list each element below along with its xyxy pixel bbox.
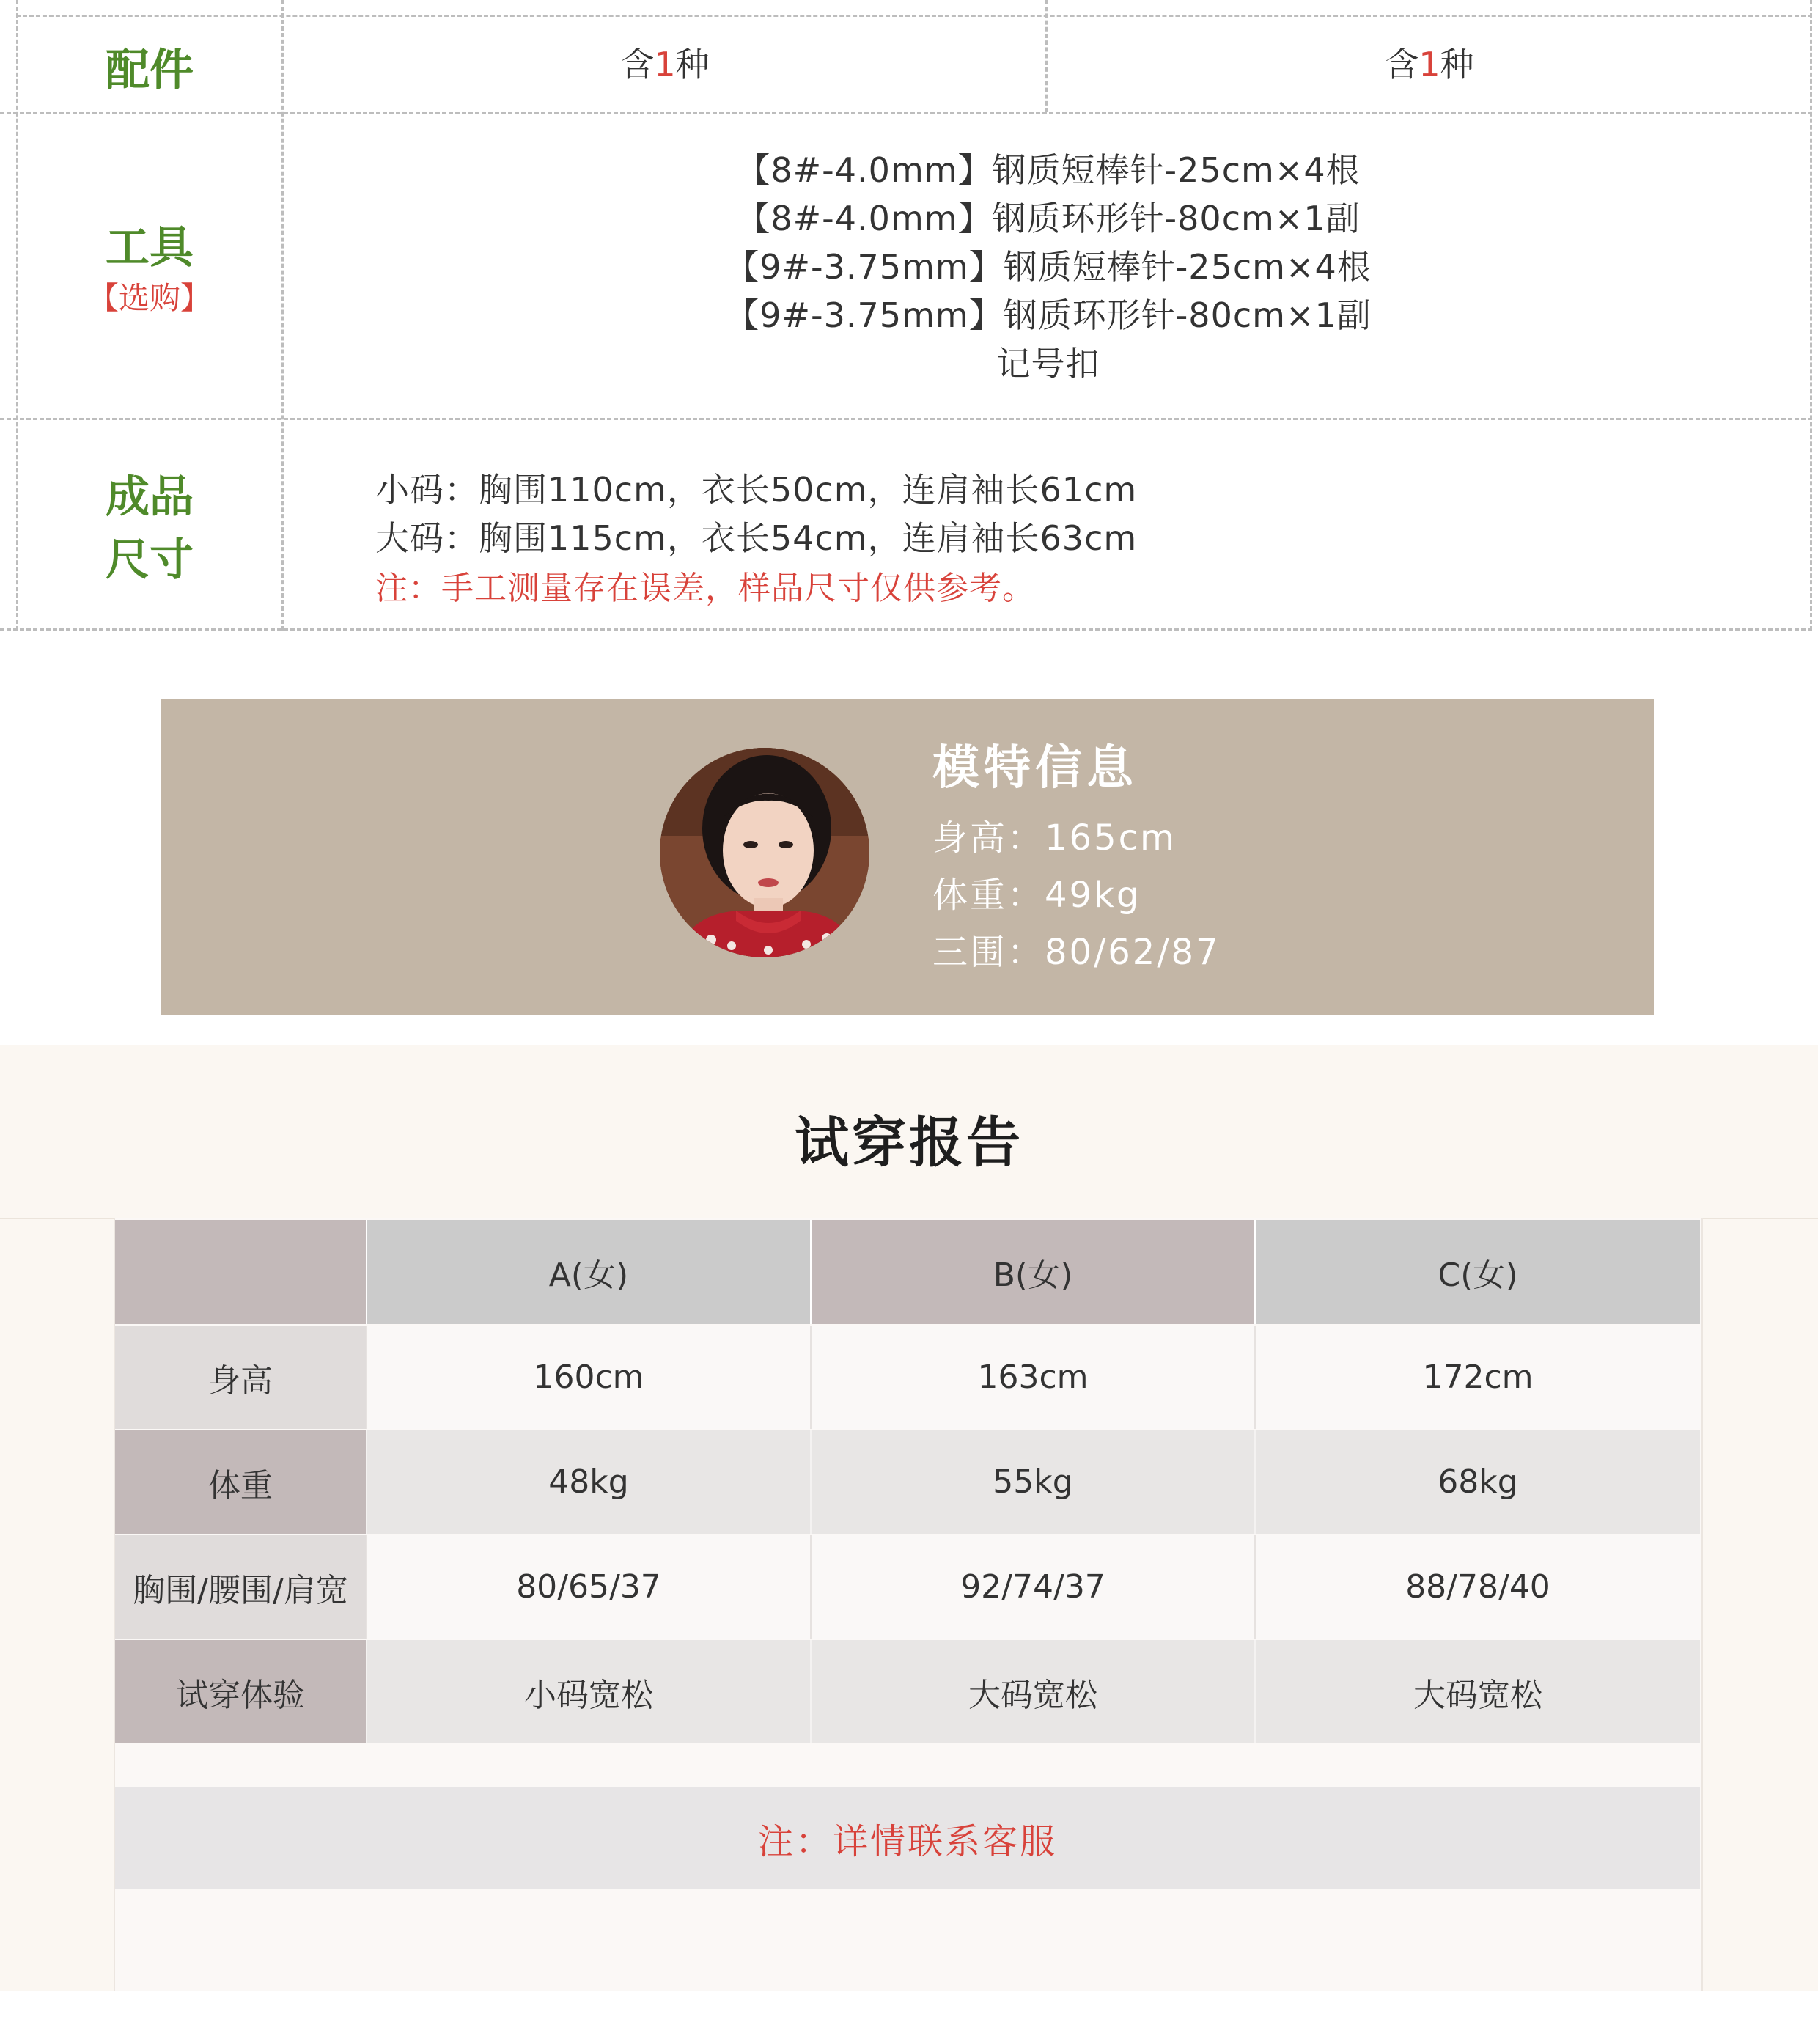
spec-divider [1045, 0, 1048, 112]
size-label: 成品 [106, 471, 194, 523]
header-cell: A(女) [366, 1220, 810, 1324]
table-cell: 80/65/37 [366, 1535, 810, 1639]
accessory-value: 含1种 [1385, 45, 1474, 84]
table-cell: 48kg [366, 1430, 810, 1534]
table-cell: 92/74/37 [810, 1535, 1254, 1639]
tool-item: 【9#-3.75mm】钢质短棒针-25cm×4根 [725, 247, 1372, 287]
table-cell: 163cm [810, 1326, 1254, 1429]
size-small: 小码：胸围110cm，衣长50cm，连肩袖长61cm [375, 470, 1138, 510]
tool-item: 【8#-4.0mm】钢质短棒针-25cm×4根 [736, 150, 1361, 190]
table-cell: 88/78/40 [1254, 1535, 1700, 1639]
row-label-fit: 试穿体验 [115, 1640, 366, 1743]
spec-divider [0, 112, 1812, 114]
table-cell: 55kg [810, 1430, 1254, 1534]
table-cell: 小码宽松 [366, 1640, 810, 1743]
row-label-measurements: 胸围/腰围/肩宽 [115, 1535, 366, 1639]
tool-item: 【9#-3.75mm】钢质环形针-80cm×1副 [725, 295, 1372, 335]
table-cell: 160cm [366, 1326, 810, 1429]
report-title: 试穿报告 [795, 1111, 1023, 1174]
model-portrait-image [660, 748, 869, 957]
tools-label: 工具 [106, 222, 194, 273]
table-cell: 172cm [1254, 1326, 1700, 1429]
accessory-value: 含1种 [620, 45, 710, 84]
model-height: 身高：165cm [932, 817, 1177, 859]
size-large: 大码：胸围115cm，衣长54cm，连肩袖长63cm [375, 518, 1138, 558]
page-bottom [0, 1991, 1818, 2044]
header-corner [115, 1220, 366, 1324]
header-cell: B(女) [810, 1220, 1254, 1324]
size-note: 注：手工测量存在误差，样品尺寸仅供参考。 [375, 570, 1035, 607]
size-label: 尺寸 [106, 534, 194, 586]
model-info-title: 模特信息 [932, 741, 1138, 795]
model-weight: 体重：49kg [932, 875, 1141, 916]
spec-divider [0, 418, 1812, 420]
model-measurements: 三围：80/62/87 [932, 932, 1221, 973]
accessory-label: 配件 [106, 45, 194, 96]
spec-divider [281, 0, 284, 631]
tool-item: 记号扣 [996, 344, 1100, 383]
tool-item: 【8#-4.0mm】钢质环形针-80cm×1副 [736, 199, 1361, 238]
row-label-weight: 体重 [115, 1430, 366, 1534]
table-cell: 68kg [1254, 1430, 1700, 1534]
row-label-height: 身高 [115, 1326, 366, 1429]
table-cell: 大码宽松 [810, 1640, 1254, 1743]
contact-note: 注：详情联系客服 [115, 1787, 1700, 1889]
spec-border [16, 15, 1812, 17]
header-cell: C(女) [1254, 1220, 1700, 1324]
spec-border [0, 628, 1812, 631]
model-info-banner [161, 699, 1654, 1015]
model-avatar [660, 748, 869, 957]
table-cell: 大码宽松 [1254, 1640, 1700, 1743]
tools-optional-tag: 【选购】 [87, 280, 211, 316]
